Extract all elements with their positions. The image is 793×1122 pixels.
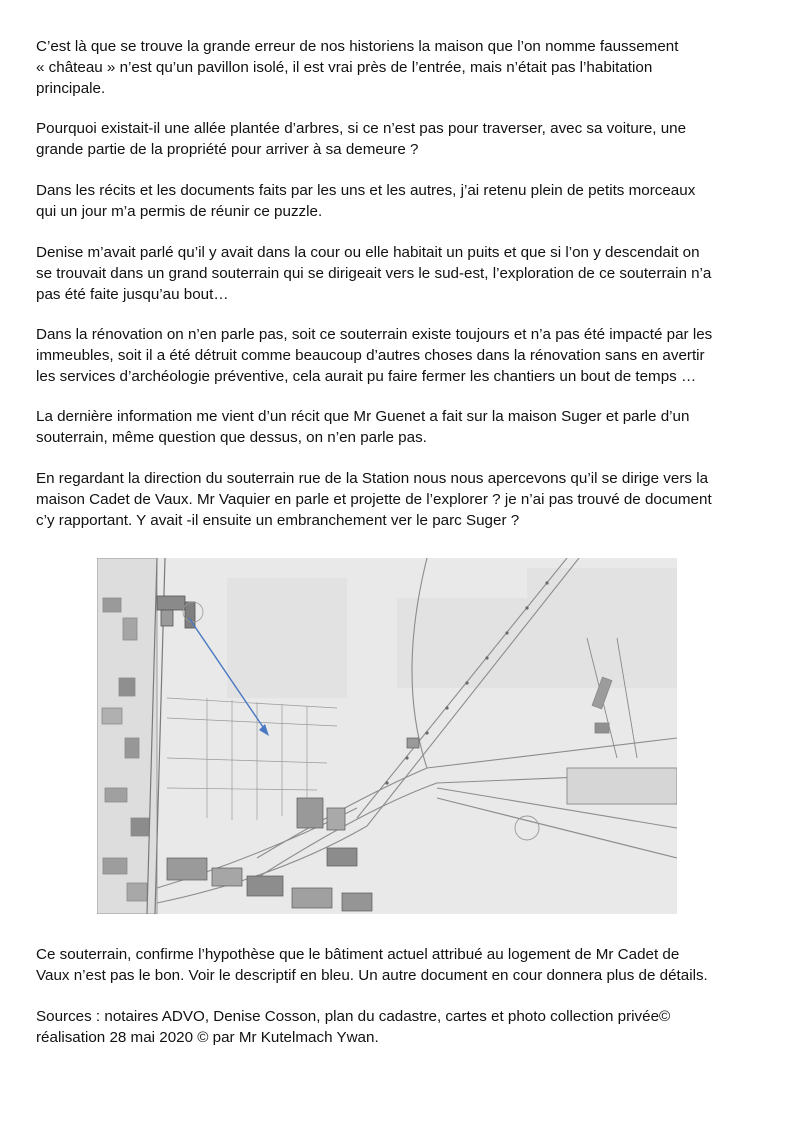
paragraph-5 <box>36 324 766 387</box>
paragraph-4 <box>36 242 766 305</box>
text-line: principale. <box>36 80 106 97</box>
text-line: Vaux n’est pas le bon. Voir le descriptif en bleu. Un autre document en cour donnera plus de détails. <box>36 967 708 984</box>
paragraph-3 <box>36 180 766 222</box>
text-line: immeubles, soit il a été détruit comme beaucoup d’autres choses dans la rénovation sans en avertir <box>36 347 705 364</box>
paragraph-7 <box>36 468 766 531</box>
text-line: Dans la rénovation on n’en parle pas, soit ce souterrain existe toujours et n’a pas été impacté par les <box>36 326 713 343</box>
figure-caption <box>36 944 766 986</box>
text-line: Pourquoi existait-il une allée plantée d’arbres, si ce n’est pas pour traverser, avec sa voiture, une <box>36 120 687 137</box>
text-line: pas été faite jusqu’au bout… <box>36 286 229 303</box>
text-line: Ce souterrain, confirme l’hypothèse que le bâtiment actuel attribué au logement de Mr Cadet de <box>36 946 680 963</box>
text-line: « château » n’est qu’un pavillon isolé, il est vrai près de l’entrée, mais n’était pas l’habitation <box>36 59 653 76</box>
text-line: En regardant la direction du souterrain rue de la Station nous nous apercevons qu’il se dirige vers la <box>36 470 709 487</box>
text-line: souterrain, même question que dessus, on n’en parle pas. <box>36 429 427 446</box>
text-line: maison Cadet de Vaux. Mr Vaquier en parle et projette de l’explorer ? je n’ai pas trouvé de document <box>36 491 712 508</box>
text-line: les services d’archéologie préventive, cela aurait pu faire fermer les chantiers un bout de temps … <box>36 368 697 385</box>
text-line: Denise m’avait parlé qu’il y avait dans la cour ou elle habitait un puits et que si l’on y descendait on <box>36 244 700 261</box>
text-line: c’y rapportant. Y avait -il ensuite un embranchement ver le parc Suger ? <box>36 512 520 529</box>
text-line: C’est là que se trouve la grande erreur de nos historiens la maison que l’on nomme faussement <box>36 38 679 55</box>
text-line: Sources : notaires ADVO, Denise Cosson, plan du cadastre, cartes et photo collection privée© <box>36 1008 671 1025</box>
cadastral-map-image <box>97 558 677 914</box>
paragraph-2 <box>36 118 766 160</box>
text-line: qui un jour m’a permis de réunir ce puzzle. <box>36 203 323 220</box>
sources-note <box>36 1006 766 1048</box>
paragraph-1 <box>36 36 766 99</box>
text-line: La dernière information me vient d’un récit que Mr Guenet a fait sur la maison Suger et parle d’un <box>36 408 690 425</box>
text-line: réalisation 28 mai 2020 © par Mr Kutelmach Ywan. <box>36 1029 379 1046</box>
text-line: Dans les récits et les documents faits par les uns et les autres, j’ai retenu plein de petits morceaux <box>36 182 696 199</box>
text-line: se trouvait dans un grand souterrain qui se dirigeait vers le sud-est, l’exploration de ce souterrain n’a <box>36 265 712 282</box>
text-line: grande partie de la propriété pour arriver à sa demeure ? <box>36 141 419 158</box>
map-drawing <box>97 558 677 914</box>
paragraph-6 <box>36 406 766 448</box>
